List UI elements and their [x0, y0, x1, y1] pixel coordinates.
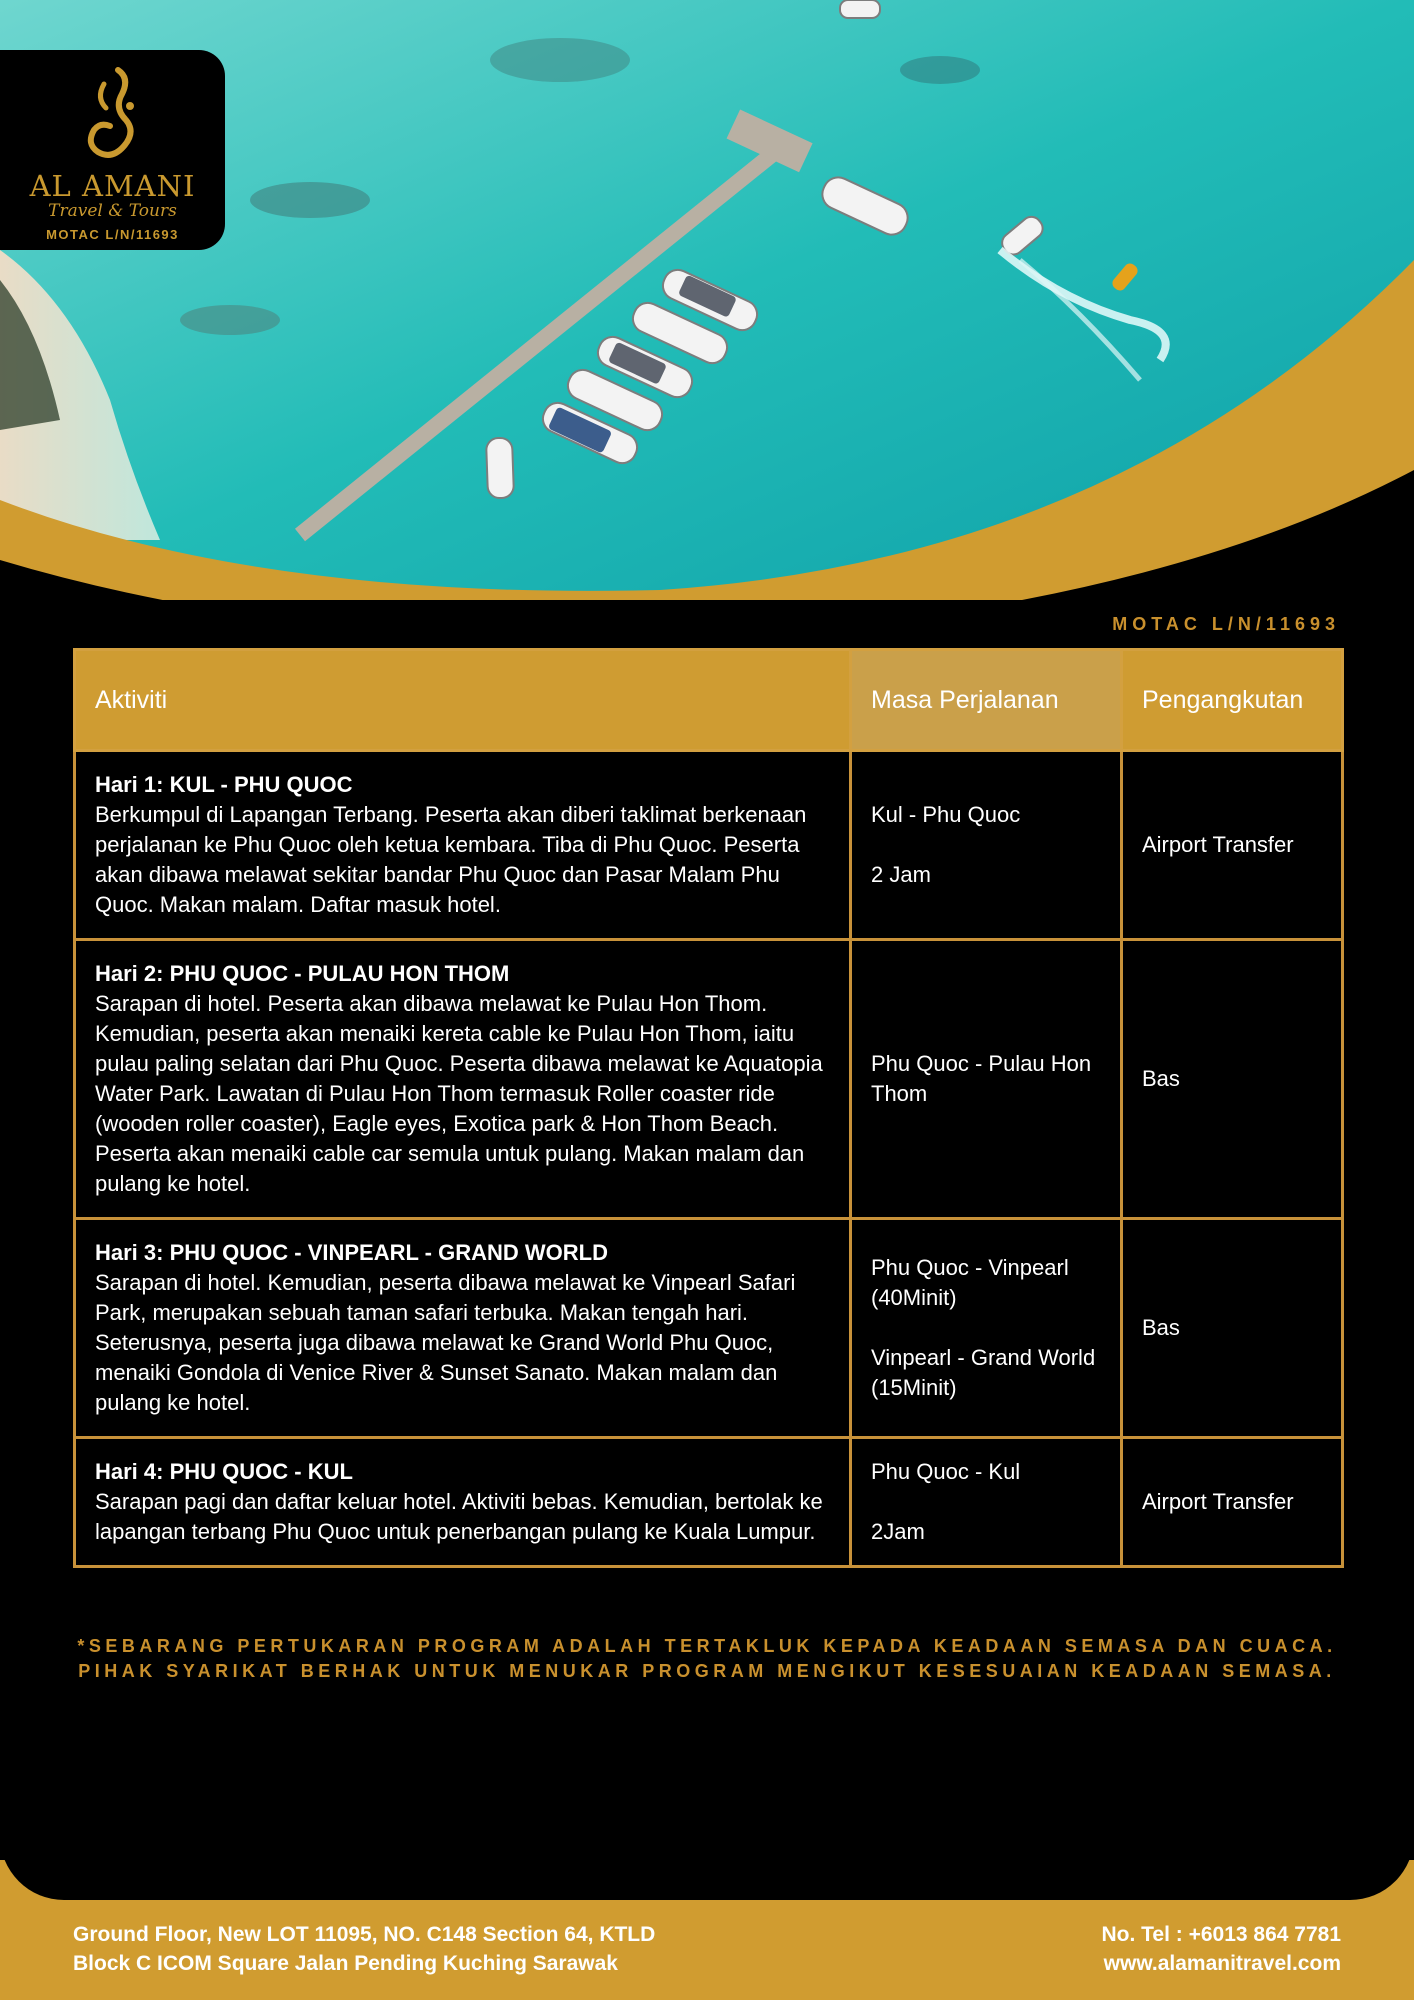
calligraphy-emblem-icon	[0, 64, 225, 169]
duration-text: 2 Jam	[871, 862, 931, 887]
table-row	[75, 751, 1343, 940]
route-text: Kul - Phu Quoc	[871, 802, 1021, 827]
phone-number: No. Tel : +6013 864 7781	[1101, 1923, 1341, 1946]
duration-cell	[851, 751, 1122, 940]
disclaimer-line: PIHAK SYARIKAT BERHAK UNTUK MENUKAR PROGRAM MENGIKUT KESESUAIAN KEADAAN SEMASA.	[78, 1661, 1336, 1681]
route-text: Phu Quoc - Kul	[871, 1459, 1021, 1484]
transport-cell: Bas	[1122, 1219, 1343, 1438]
day-description: Sarapan di hotel. Kemudian, peserta dibawa melawat ke Vinpearl Safari Park, merupakan sebuah taman safari terbuka. Makan tengah hari. Seterusnya, peserta juga dibawa melawat ke Grand World Phu Quoc, menaiki Gondola di Venice River & Sunset Sanato. Makan malam dan pulang ke hotel.	[95, 1270, 796, 1415]
brand-logo	[0, 50, 225, 250]
itinerary-table	[73, 648, 1344, 1568]
license-number: MOTAC L/N/11693	[1112, 614, 1340, 634]
day-description: Sarapan pagi dan daftar keluar hotel. Aktiviti bebas. Kemudian, bertolak ke lapangan terbang Phu Quoc untuk penerbangan pulang ke Kuala Lumpur.	[95, 1489, 823, 1544]
footer-address	[73, 1920, 655, 1978]
route-text: Phu Quoc - Pulau Hon Thom	[871, 1051, 1092, 1106]
day-description: Berkumpul di Lapangan Terbang. Peserta akan diberi taklimat berkenaan perjalanan ke Phu Quoc oleh ketua kembara. Tiba di Phu Quoc. Peserta akan dibawa melawat sekitar bandar Phu Quoc dan Pasar Malam Phu Quoc. Makan malam. Daftar masuk hotel.	[95, 802, 807, 917]
brand-license: MOTAC L/N/11693	[46, 227, 179, 242]
header-masa-perjalanan: Masa Perjalanan	[851, 650, 1122, 751]
website-link[interactable]: www.alamanitravel.com	[1103, 1952, 1341, 1975]
address-line: Ground Floor, New LOT 11095, NO. C148 Section 64, KTLD	[73, 1923, 656, 1946]
brand-name: AL AMANI	[29, 169, 196, 203]
duration-cell	[851, 1219, 1122, 1438]
footer-contact	[1101, 1920, 1341, 1978]
duration-cell	[851, 940, 1122, 1219]
activity-cell	[75, 751, 851, 940]
duration-text: 2Jam	[871, 1519, 925, 1544]
transport-cell: Bas	[1122, 940, 1343, 1219]
table-row	[75, 1438, 1343, 1567]
day-description: Sarapan di hotel. Peserta akan dibawa melawat ke Pulau Hon Thom. Kemudian, peserta akan menaiki kereta cable ke Pulau Hon Thom, iaitu pulau paling selatan dari Phu Quoc. Peserta dibawa melawat ke Aquatopia Water Park. Lawatan di Pulau Hon Thom termasuk Roller coaster ride (wooden roller coaster), Eagle eyes, Exotica park & Hon Thom Beach. Peserta akan menaiki cable car semula untuk pulang. Makan malam dan pulang ke hotel.	[95, 991, 823, 1196]
transport-cell: Airport Transfer	[1122, 1438, 1343, 1567]
disclaimer-note	[0, 1634, 1414, 1684]
header-pengangkutan: Pengangkutan	[1122, 650, 1343, 751]
transport-cell: Airport Transfer	[1122, 751, 1343, 940]
activity-cell	[75, 940, 851, 1219]
table-header-row	[75, 650, 1343, 751]
content-panel-bottom	[0, 1700, 1414, 1900]
day-title: Hari 1: KUL - PHU QUOC	[95, 772, 353, 797]
route-text: Phu Quoc - Vinpearl (40Minit)	[871, 1255, 1069, 1310]
activity-cell	[75, 1219, 851, 1438]
brand-tagline: Travel & Tours	[48, 201, 177, 221]
day-title: Hari 2: PHU QUOC - PULAU HON THOM	[95, 961, 510, 986]
header-aktiviti: Aktiviti	[75, 650, 851, 751]
day-title: Hari 4: PHU QUOC - KUL	[95, 1459, 353, 1484]
address-line: Block C ICOM Square Jalan Pending Kuching Sarawak	[73, 1952, 618, 1975]
disclaimer-line: *SEBARANG PERTUKARAN PROGRAM ADALAH TERTAKLUK KEPADA KEADAAN SEMASA DAN CUACA.	[77, 1636, 1337, 1656]
route-text: Vinpearl - Grand World (15Minit)	[871, 1345, 1096, 1400]
table-row	[75, 940, 1343, 1219]
duration-cell	[851, 1438, 1122, 1567]
activity-cell	[75, 1438, 851, 1567]
day-title: Hari 3: PHU QUOC - VINPEARL - GRAND WORLD	[95, 1240, 608, 1265]
table-row	[75, 1219, 1343, 1438]
